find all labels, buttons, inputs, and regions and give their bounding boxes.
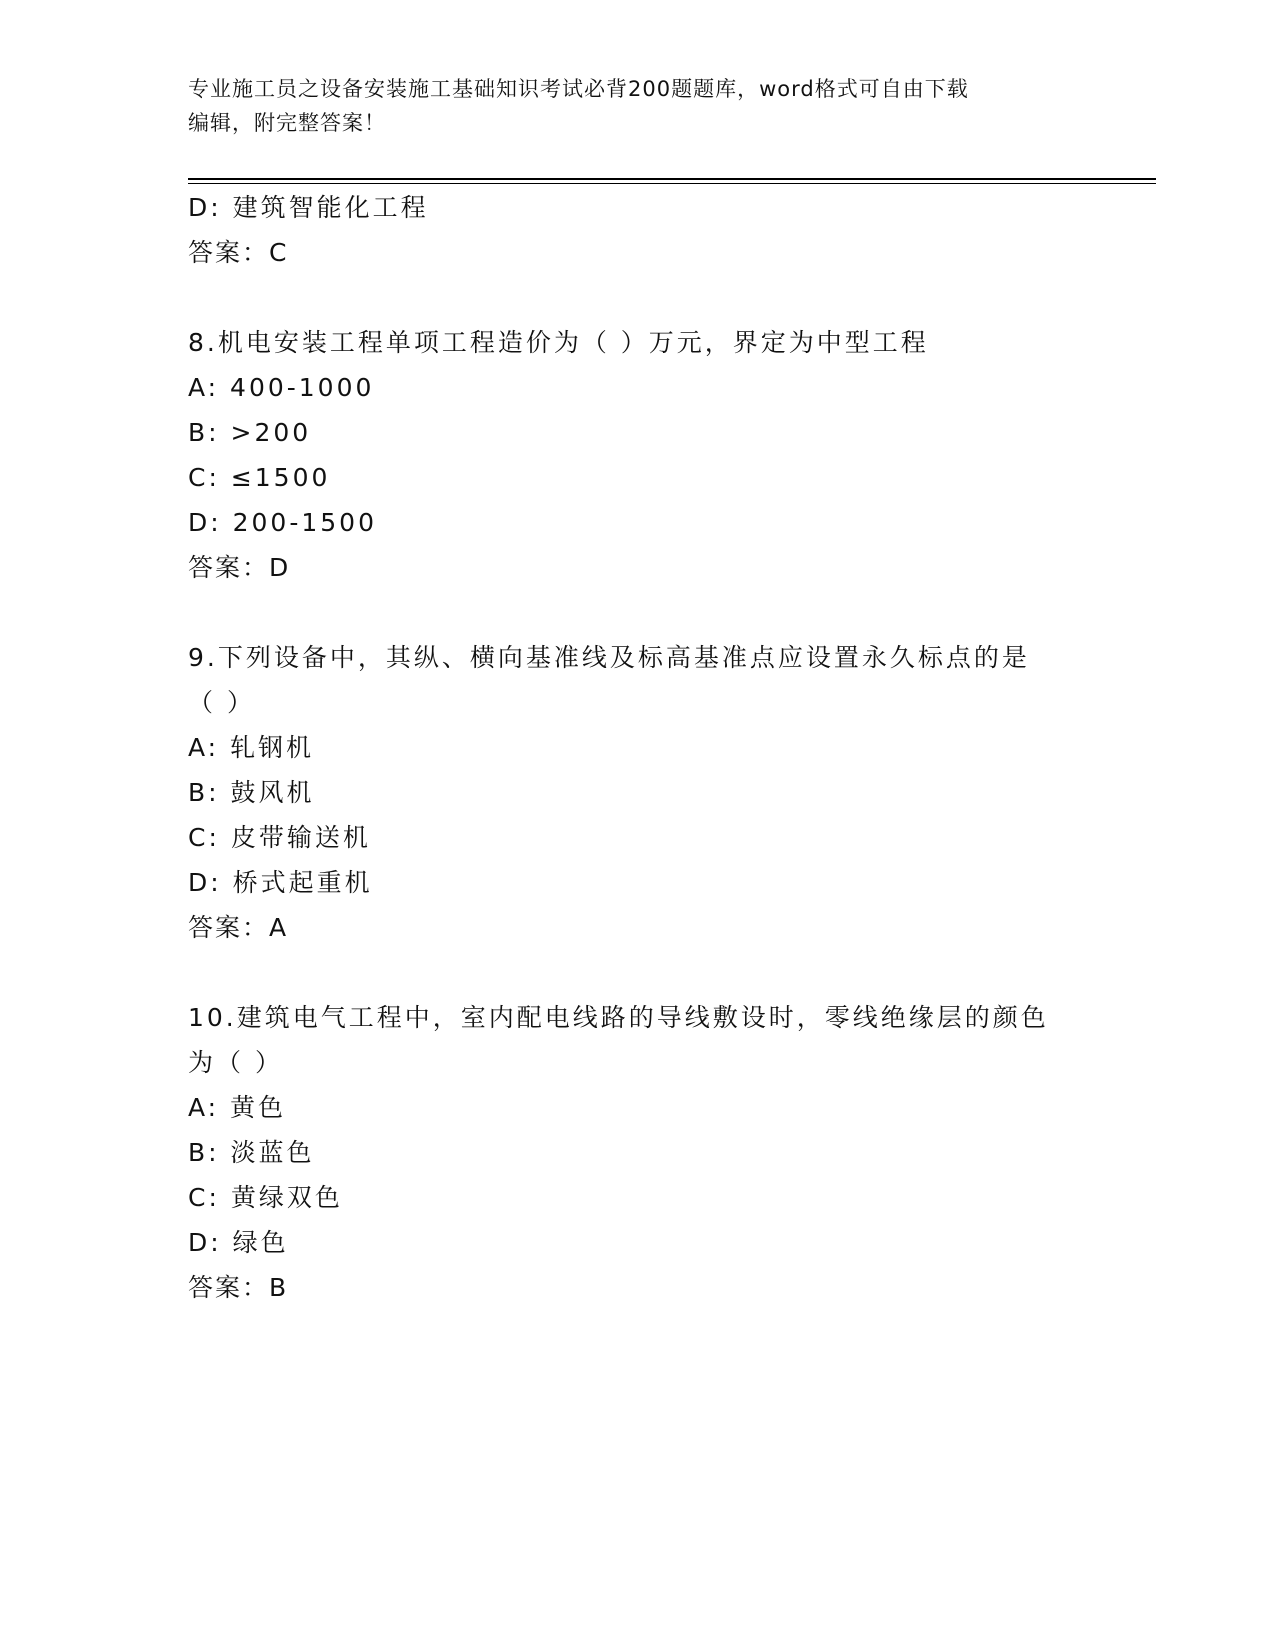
header-line-1: 专业施工员之设备安装施工基础知识考试必背200题题库，word格式可自由下载 xyxy=(188,77,969,101)
q9-option-a: A: 轧钢机 xyxy=(188,733,315,762)
prev-option-d: D: 建筑智能化工程 xyxy=(188,193,429,222)
document-header xyxy=(188,72,1088,140)
q9-option-b: B: 鼓风机 xyxy=(188,778,315,807)
q8-option-a: A: 400-1000 xyxy=(188,373,375,402)
q10-answer: 答案：B xyxy=(188,1273,289,1302)
q10-option-b: B: 淡蓝色 xyxy=(188,1138,315,1167)
q9-answer: 答案：A xyxy=(188,913,289,942)
header-rule-thick xyxy=(188,178,1156,180)
q9-option-c: C: 皮带输送机 xyxy=(188,823,371,852)
q10-stem-line-2: 为（ ） xyxy=(188,1048,283,1077)
q10-option-a: A: 黄色 xyxy=(188,1093,287,1122)
q10-option-d: D: 绿色 xyxy=(188,1228,289,1257)
header-rule-thin xyxy=(188,183,1156,184)
q8-answer: 答案：D xyxy=(188,553,291,582)
q9-stem-line-2: （ ） xyxy=(188,688,255,717)
q8-option-b: B: >200 xyxy=(188,418,312,447)
header-line-2: 编辑，附完整答案！ xyxy=(188,111,386,135)
q9-option-d: D: 桥式起重机 xyxy=(188,868,373,897)
q8-option-d: D: 200-1500 xyxy=(188,508,377,537)
q8-stem: 8.机电安装工程单项工程造价为（ ）万元，界定为中型工程 xyxy=(188,328,929,357)
q8-option-c: C: ≤1500 xyxy=(188,463,331,492)
q10-option-c: C: 黄绿双色 xyxy=(188,1183,343,1212)
q9-stem-line-1: 9.下列设备中，其纵、横向基准线及标高基准点应设置永久标点的是 xyxy=(188,643,1030,672)
prev-answer: 答案：C xyxy=(188,238,289,267)
q10-stem-line-1: 10.建筑电气工程中，室内配电线路的导线敷设时，零线绝缘层的颜色 xyxy=(188,1003,1049,1032)
